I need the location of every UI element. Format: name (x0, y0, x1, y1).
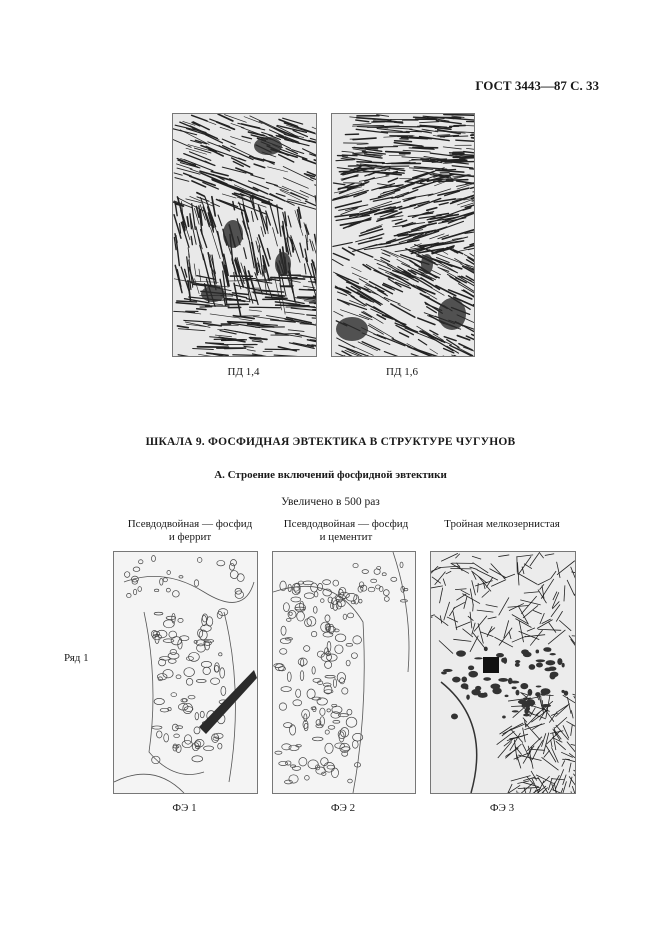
column-heading-2 (266, 518, 426, 544)
column-heading-line: Тройная мелкозернистая (444, 518, 560, 530)
running-head: ГОСТ 3443—87 С. 33 (475, 78, 599, 93)
figure-caption-fe-1: ФЭ 1 (172, 802, 197, 814)
column-heading-3 (427, 518, 577, 531)
micrograph-fe-3 (430, 551, 576, 794)
figure-caption-pd-1-6: ПД 1,6 (386, 366, 418, 378)
magnification-note: Увеличено в 500 раз (281, 496, 380, 508)
micrograph-pd-1-4 (172, 113, 317, 357)
scale-title: ШКАЛА 9. ФОСФИДНАЯ ЭВТЕКТИКА В СТРУКТУРЕ ЧУГУНОВ (145, 436, 516, 448)
row-label: Ряд 1 (64, 652, 89, 664)
column-heading-line: и феррит (168, 531, 212, 543)
figure-caption-pd-1-4: ПД 1,4 (227, 366, 260, 378)
ternary-fine-eutectic-image (431, 552, 575, 793)
pearlite-lamellar-image (332, 114, 474, 356)
micrograph-pd-1-6 (331, 113, 475, 357)
micrograph-fe-2 (272, 551, 416, 794)
phosphide-eutectic-ferrite-image (114, 552, 257, 793)
column-heading-line: Псевдодвойная — фосфид (283, 518, 409, 530)
column-heading-line: Псевдодвойная — фосфид (127, 518, 253, 530)
micrograph-fe-1 (113, 551, 258, 794)
pearlite-lamellar-image (173, 114, 316, 356)
figure-caption-fe-3: ФЭ 3 (489, 802, 515, 814)
figure-caption-fe-2: ФЭ 2 (330, 802, 356, 814)
phosphide-eutectic-cementite-image (273, 552, 415, 793)
column-heading-line: и цементит (319, 531, 373, 543)
section-subtitle: А. Строение включений фосфидной эвтектики (214, 469, 447, 481)
column-heading-1 (110, 518, 270, 544)
